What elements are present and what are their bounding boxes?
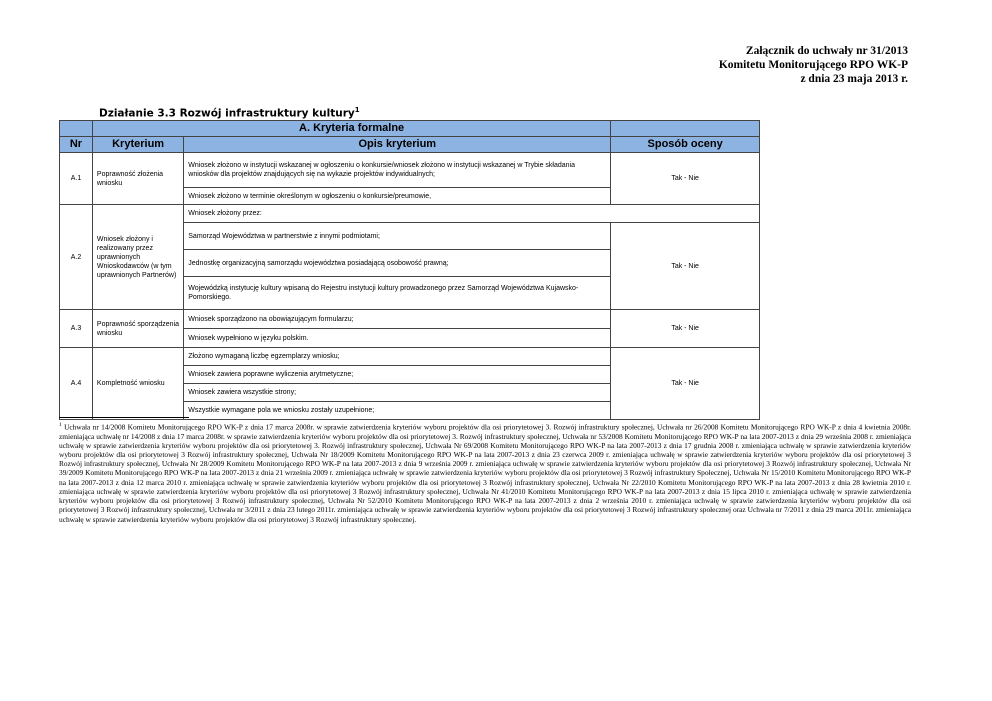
row-kryterium: Kompletność wniosku bbox=[92, 348, 183, 420]
header-kryterium: Kryterium bbox=[92, 137, 183, 153]
footnote-marker: 1 bbox=[59, 422, 62, 428]
table-row bbox=[60, 310, 760, 329]
row-opis-item: Samorząd Województwa w partnerstwie z innymi podmiotami; bbox=[184, 223, 611, 250]
footnote-divider bbox=[59, 417, 189, 418]
header-line-1: Załącznik do uchwały nr 31/2013 bbox=[745, 45, 908, 57]
row-opis-item: Wszystkie wymagane pola we wniosku zostały uzupełnione; bbox=[184, 402, 611, 420]
document-header bbox=[719, 44, 908, 86]
criteria-table bbox=[59, 120, 760, 420]
table-row bbox=[60, 153, 760, 188]
row-opis-item: Wniosek złożono w terminie określonym w ogłoszeniu o konkursie/preumowie, bbox=[184, 188, 611, 205]
footnote bbox=[59, 421, 911, 524]
row-sposob: Tak - Nie bbox=[611, 348, 760, 420]
row-opis-item: Wniosek zawiera poprawne wyliczenia arytmetyczne; bbox=[184, 366, 611, 384]
row-opis-item: Wniosek zawiera wszystkie strony; bbox=[184, 384, 611, 402]
header-nr: Nr bbox=[60, 137, 93, 153]
row-kryterium: Poprawność sporządzenia wniosku bbox=[92, 310, 183, 348]
row-nr: A.2 bbox=[60, 205, 93, 310]
header-line-3: z dnia 23 maja 2013 r. bbox=[800, 73, 908, 85]
row-sposob: Tak - Nie bbox=[611, 223, 760, 310]
table-row bbox=[60, 348, 760, 366]
row-nr: A.1 bbox=[60, 153, 93, 205]
section-footnote-ref: 1 bbox=[354, 106, 360, 114]
row-sposob: Tak - Nie bbox=[611, 310, 760, 348]
row-opis-item: Wniosek wypełniono w języku polskim. bbox=[184, 329, 611, 348]
group-title: A. Kryteria formalne bbox=[92, 121, 610, 137]
header-line-2: Komitetu Monitorującego RPO WK-P bbox=[718, 59, 908, 71]
row-kryterium: Wniosek złożony i realizowany przez uprawnionych Wnioskodawców (w tym uprawnionych Partnerów) bbox=[92, 205, 183, 310]
column-header-row bbox=[60, 137, 760, 153]
row-opis-item: Wniosek złożono w instytucji wskazanej w ogłoszeniu o konkursie/wniosek złożono w instytucji wskazanej w Trybie składania wniosków dla projektów znajdujących się na wykazie projektów indywidualnych; bbox=[184, 153, 611, 188]
row-opis-item: Wojewódzką instytucję kultury wpisaną do Rejestru instytucji kultury prowadzonego przez Samorząd Województwa Kujawsko-Pomorskiego. bbox=[184, 277, 611, 310]
group-header-row bbox=[60, 121, 760, 137]
row-kryterium: Poprawność złożenia wniosku bbox=[92, 153, 183, 205]
table-row bbox=[60, 205, 760, 223]
row-nr: A.3 bbox=[60, 310, 93, 348]
row-sposob: Tak - Nie bbox=[611, 153, 760, 205]
row-opis-item: Złożono wymaganą liczbę egzemplarzy wniosku; bbox=[184, 348, 611, 366]
row-opis-item: Jednostkę organizacyjną samorządu województwa posiadającą osobowość prawną; bbox=[184, 250, 611, 277]
row-nr: A.4 bbox=[60, 348, 93, 420]
row-opis-intro: Wniosek złożony przez: bbox=[184, 205, 760, 223]
section-title bbox=[99, 106, 360, 120]
header-opis: Opis kryterium bbox=[184, 137, 611, 153]
section-title-text: Działanie 3.3 Rozwój infrastruktury kultury bbox=[99, 107, 355, 120]
row-opis-item: Wniosek sporządzono na obowiązującym formularzu; bbox=[184, 310, 611, 329]
header-sposob: Sposób oceny bbox=[611, 137, 760, 153]
footnote-text: Uchwała nr 14/2008 Komitetu Monitorującego RPO WK-P z dnia 17 marca 2008r. w sprawie zatwierdzenia kryteriów wyboru projektów dla osi priorytetowej 3. Rozwój infrastruktury społecznej, Uchwała nr 26/2008 Komitetu Monitorującego RPO WK-P z dnia 4 kwietnia 2008r. zmieniająca uchwałę nr 14/2008 z dnia 17 marca 2008r. w sprawie zatwierdzenia kryteriów wyboru projektów dla osi priorytetowej 3. Rozwój infrastruktury społecznej, Uchwała nr 53/2008 Komitetu Monitorującego RPO WK-P na lata 2007-2013 z dnia 29 września 2008 r. zmieniająca uchwałę w sprawie zatwierdzenia kryteriów wyboru projektów dla osi priorytetowej 3. Rozwój infrastruktury społecznej, Uchwała Nr 69/2008 Komitetu Monitorującego RPO WK-P na lata 2007-2013 z dnia 17 grudnia 2008 r. zmieniająca uchwałę w sprawie zatwierdzenia kryteriów wyboru projektów dla osi priorytetowej 3 Rozwój infrastruktury społecznej, Uchwała Nr 18/2009 Komitetu Monitorującego RPO WK-P na lata 2007-2013 z dnia 23 czerwca 2009 r. zmieniająca uchwałę w sprawie zatwierdzenia kryteriów wyboru projektów dla osi priorytetowej 3 Rozwój infrastruktury społecznej, Uchwała Nr 28/2009 Komitetu Monitorującego RPO WK-P na lata 2007-2013 z dnia 9 września 2009 r. zmieniająca uchwałę w sprawie zatwierdzenia kryteriów wyboru projektów dla osi priorytetowej 3 Rozwój infrastruktury społecznej, Uchwała Nr 39/2009 Komitetu Monitorującego RPO WK-P na lata 2007-2013 z dnia 21 września 2009 r. zmieniająca uchwałę w sprawie zatwierdzenia kryteriów wyboru projektów dla osi priorytetowej 3 Rozwój infrastruktury Społecznej, Uchwała Nr 15/2010 Komitetu Monitorującego RPO WK-P na lata 2007-2013 z dnia 12 marca 2010 r. zmieniająca uchwałę w sprawie zatwierdzenia kryteriów wyboru projektów dla osi priorytetowej 3 Rozwój infrastruktury społecznej, Uchwała Nr 22/2010 Komitetu Monitorującego RPO WK-P na lata 2007-2013 z dnia 28 kwietnia 2010 r. zmieniająca uchwałę w sprawie zatwierdzenia kryteriów wyboru projektów dla osi priorytetowej 3 Rozwój infrastruktury społecznej, Uchwała Nr 41/2010 Komitetu Monitorującego RPO WK-P na lata 2007-2013 z dnia 15 lipca 2010 r. zmieniająca uchwałę w sprawie zatwierdzenia kryteriów wyboru projektów dla osi priorytetowej 3 Rozwój infrastruktury społecznej, Uchwała Nr 52/2010 Komitetu Monitorującego RPO WK-P na lata 2007-2013 z dnia 2 września 2010 r. zmieniająca uchwałę w sprawie zatwierdzenia kryteriów wyboru projektów dla osi priorytetowej 3 Rozwój infrastruktury społecznej, Uchwała nr 3/2011 z dnia 23 lutego 2011r. zmieniająca uchwałę w sprawie zatwierdzenia kryteriów wyboru projektów dla osi priorytetowej 3 Rozwój infrastruktury społecznej oraz Uchwała nr 7/2011 z dnia 29 marca 2011r. zmieniająca uchwałę w sprawie zatwierdzenia kryteriów wyboru projektów dla osi priorytetowej 3 Rozwój infrastruktury społecznej. bbox=[59, 422, 911, 524]
